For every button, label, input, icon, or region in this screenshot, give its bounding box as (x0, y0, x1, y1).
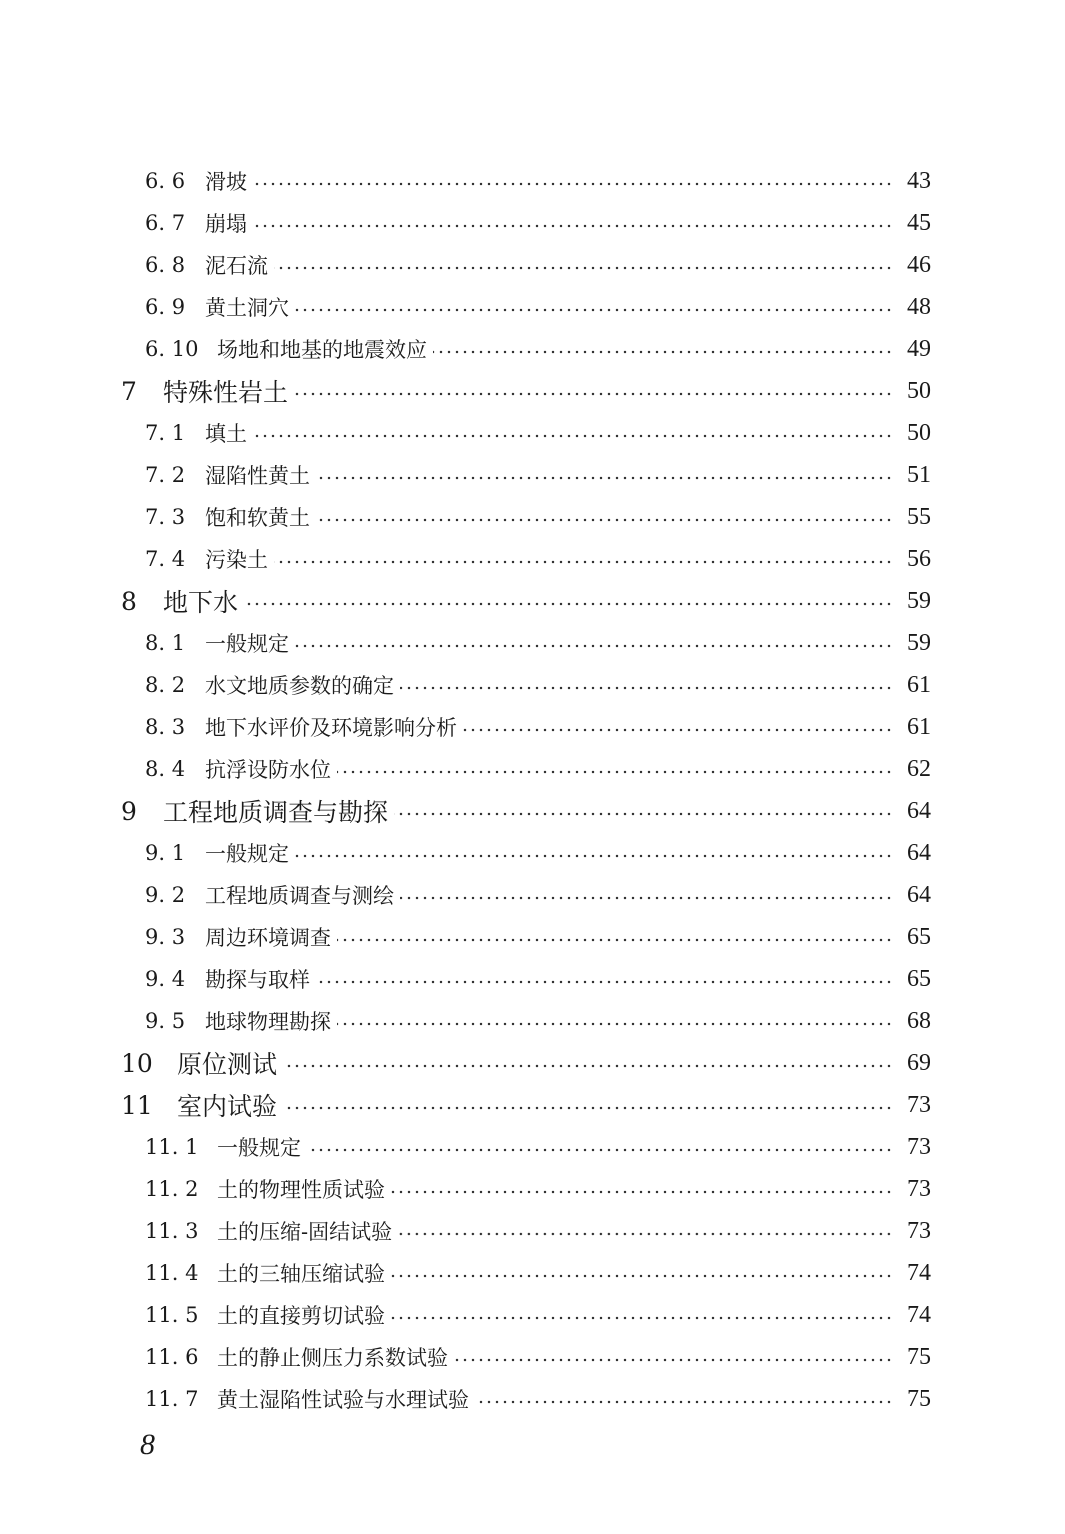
toc-chapter-row[interactable] (0, 1084, 1065, 1126)
toc-entry-number: 7. 4 (145, 547, 186, 571)
toc-entry-title: 土的物理性质试验 (217, 1178, 385, 1202)
toc-entry-title: 崩塌 (205, 212, 247, 236)
toc-section-row[interactable] (0, 748, 1065, 790)
dot-leader (337, 770, 893, 774)
dot-leader (400, 896, 893, 900)
toc-entry-page: 65 (907, 924, 931, 950)
toc-entry-title: 污染土 (205, 548, 268, 572)
toc-entry-number: 6. 10 (145, 337, 199, 361)
toc-entry-number: 8. 1 (145, 631, 186, 655)
toc-entry-page: 73 (907, 1176, 931, 1202)
toc-entry-number: 11 (121, 1090, 153, 1120)
toc-entry-title: 特殊性岩土 (163, 378, 289, 407)
toc-entry-title: 滑坡 (205, 170, 247, 194)
toc-entry-number: 7 (121, 376, 137, 406)
toc-entry-number: 9. 1 (145, 841, 186, 865)
toc-section-row[interactable] (0, 664, 1065, 706)
toc-chapter-row[interactable] (0, 370, 1065, 412)
dot-leader (316, 518, 893, 522)
toc-entry-number: 11. 6 (145, 1345, 199, 1369)
toc-section-row[interactable] (0, 538, 1065, 580)
dot-leader (274, 266, 893, 270)
dot-leader (253, 434, 893, 438)
toc-section-row[interactable] (0, 706, 1065, 748)
toc-section-row[interactable] (0, 244, 1065, 286)
page-number: 8 (140, 1428, 155, 1461)
toc-section-row[interactable] (0, 1336, 1065, 1378)
toc-entry-page: 45 (907, 210, 931, 236)
toc-entry-title: 工程地质调查与勘探 (163, 798, 389, 827)
toc-entry-number: 7. 1 (145, 421, 186, 445)
dot-leader (307, 1148, 893, 1152)
toc-chapter-row[interactable] (0, 1042, 1065, 1084)
toc-section-row[interactable] (0, 328, 1065, 370)
toc-entry-title: 饱和软黄土 (205, 506, 310, 530)
toc-entry-page: 75 (907, 1386, 931, 1412)
dot-leader (253, 182, 893, 186)
table-of-contents (0, 160, 1065, 1420)
toc-entry-number: 11. 3 (145, 1219, 199, 1243)
toc-entry-page: 75 (907, 1344, 931, 1370)
toc-entry-title: 填土 (205, 422, 247, 446)
toc-entry-page: 50 (907, 378, 931, 404)
toc-section-row[interactable] (0, 286, 1065, 328)
toc-entry-page: 65 (907, 966, 931, 992)
toc-chapter-row[interactable] (0, 790, 1065, 832)
dot-leader (316, 476, 893, 480)
toc-entry-title: 土的三轴压缩试验 (217, 1262, 385, 1286)
toc-entry-page: 59 (907, 630, 931, 656)
dot-leader (400, 686, 893, 690)
toc-section-row[interactable] (0, 1378, 1065, 1420)
toc-entry-page: 50 (907, 420, 931, 446)
toc-entry-page: 51 (907, 462, 931, 488)
toc-section-row[interactable] (0, 202, 1065, 244)
dot-leader (274, 560, 893, 564)
dot-leader (398, 1232, 893, 1236)
dot-leader (337, 938, 893, 942)
toc-entry-number: 11. 7 (145, 1387, 199, 1411)
toc-entry-number: 11. 1 (145, 1135, 199, 1159)
toc-entry-number: 9. 3 (145, 925, 186, 949)
toc-entry-title: 黄土洞穴 (205, 296, 289, 320)
dot-leader (391, 1190, 893, 1194)
toc-entry-title: 一般规定 (205, 842, 289, 866)
toc-entry-title: 一般规定 (205, 632, 289, 656)
toc-entry-page: 43 (907, 168, 931, 194)
toc-entry-title: 土的压缩-固结试验 (217, 1220, 393, 1244)
dot-leader (394, 812, 893, 816)
dot-leader (295, 854, 893, 858)
toc-entry-number: 8 (121, 586, 137, 616)
dot-leader (253, 224, 893, 228)
toc-entry-title: 工程地质调查与测绘 (205, 884, 394, 908)
toc-entry-number: 8. 2 (145, 673, 186, 697)
toc-entry-title: 地下水 (163, 588, 239, 617)
toc-entry-page: 61 (907, 714, 931, 740)
dot-leader (244, 602, 893, 606)
toc-entry-title: 周边环境调查 (205, 926, 331, 950)
toc-entry-number: 9 (121, 796, 137, 826)
dot-leader (475, 1400, 893, 1404)
toc-entry-page: 69 (907, 1050, 931, 1076)
dot-leader (391, 1316, 893, 1320)
toc-entry-number: 9. 2 (145, 883, 186, 907)
toc-entry-number: 11. 5 (145, 1303, 199, 1327)
toc-entry-page: 73 (907, 1218, 931, 1244)
toc-entry-title: 泥石流 (205, 254, 268, 278)
toc-entry-page: 48 (907, 294, 931, 320)
toc-section-row[interactable] (0, 916, 1065, 958)
toc-entry-page: 74 (907, 1260, 931, 1286)
toc-entry-title: 原位测试 (177, 1050, 278, 1079)
toc-section-row[interactable] (0, 1000, 1065, 1042)
toc-section-row[interactable] (0, 454, 1065, 496)
toc-section-row[interactable] (0, 412, 1065, 454)
toc-entry-page: 49 (907, 336, 931, 362)
toc-entry-page: 46 (907, 252, 931, 278)
dot-leader (283, 1106, 893, 1110)
dot-leader (295, 644, 893, 648)
toc-section-row[interactable] (0, 832, 1065, 874)
toc-entry-number: 10 (121, 1048, 153, 1078)
toc-entry-page: 73 (907, 1092, 931, 1118)
toc-section-row[interactable] (0, 1168, 1065, 1210)
toc-section-row[interactable] (0, 958, 1065, 1000)
toc-entry-title: 土的静止侧压力系数试验 (217, 1346, 448, 1370)
toc-section-row[interactable] (0, 622, 1065, 664)
toc-entry-number: 8. 3 (145, 715, 186, 739)
toc-entry-number: 6. 7 (145, 211, 186, 235)
dot-leader (463, 728, 893, 732)
toc-section-row[interactable] (0, 1210, 1065, 1252)
toc-entry-number: 9. 5 (145, 1009, 186, 1033)
toc-entry-page: 64 (907, 798, 931, 824)
toc-entry-page: 64 (907, 840, 931, 866)
toc-entry-number: 8. 4 (145, 757, 186, 781)
toc-entry-title: 勘探与取样 (205, 968, 310, 992)
toc-entry-title: 场地和地基的地震效应 (217, 338, 427, 362)
toc-section-row[interactable] (0, 874, 1065, 916)
toc-entry-number: 6. 6 (145, 169, 186, 193)
toc-entry-page: 62 (907, 756, 931, 782)
dot-leader (295, 308, 893, 312)
dot-leader (316, 980, 893, 984)
dot-leader (454, 1358, 893, 1362)
toc-entry-number: 11. 4 (145, 1261, 199, 1285)
toc-entry-page: 74 (907, 1302, 931, 1328)
toc-entry-number: 9. 4 (145, 967, 186, 991)
toc-entry-title: 地下水评价及环境影响分析 (205, 716, 457, 740)
toc-entry-page: 55 (907, 504, 931, 530)
toc-entry-title: 抗浮设防水位 (205, 758, 331, 782)
toc-entry-page: 64 (907, 882, 931, 908)
toc-entry-page: 59 (907, 588, 931, 614)
toc-entry-title: 一般规定 (217, 1136, 301, 1160)
toc-entry-page: 61 (907, 672, 931, 698)
toc-section-row[interactable] (0, 1294, 1065, 1336)
dot-leader (283, 1064, 893, 1068)
toc-entry-number: 6. 9 (145, 295, 186, 319)
toc-entry-title: 湿陷性黄土 (205, 464, 310, 488)
toc-entry-number: 7. 2 (145, 463, 186, 487)
toc-chapter-row[interactable] (0, 580, 1065, 622)
toc-section-row[interactable] (0, 496, 1065, 538)
toc-entry-title: 土的直接剪切试验 (217, 1304, 385, 1328)
toc-section-row[interactable] (0, 1126, 1065, 1168)
toc-entry-number: 6. 8 (145, 253, 186, 277)
toc-entry-page: 56 (907, 546, 931, 572)
toc-entry-title: 地球物理勘探 (205, 1010, 331, 1034)
dot-leader (337, 1022, 893, 1026)
dot-leader (391, 1274, 893, 1278)
toc-entry-title: 黄土湿陷性试验与水理试验 (217, 1388, 469, 1412)
toc-entry-title: 水文地质参数的确定 (205, 674, 394, 698)
toc-entry-title: 室内试验 (177, 1092, 278, 1121)
dot-leader (433, 350, 893, 354)
toc-section-row[interactable] (0, 1252, 1065, 1294)
toc-entry-page: 68 (907, 1008, 931, 1034)
toc-section-row[interactable] (0, 160, 1065, 202)
toc-entry-number: 11. 2 (145, 1177, 199, 1201)
dot-leader (294, 392, 893, 396)
toc-entry-page: 73 (907, 1134, 931, 1160)
toc-entry-number: 7. 3 (145, 505, 186, 529)
